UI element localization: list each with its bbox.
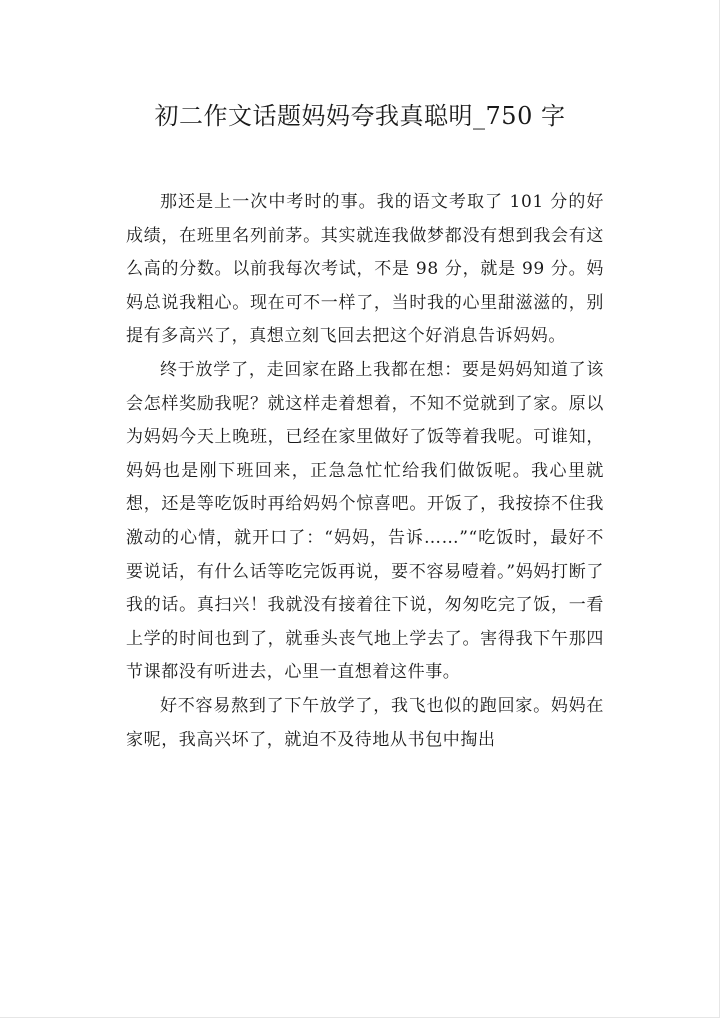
paragraph: 好不容易熬到了下午放学了，我飞也似的跑回家。妈妈在家呢，我高兴坏了，就迫不及待地从书包中掏出 bbox=[126, 695, 604, 750]
paragraph: 那还是上一次中考时的事。我的语文考取了 101 分的好成绩，在班里名列前茅。其实就连我做梦都没有想到我会有这么高的分数。以前我每次考试，不是 98 分，就是 99 分。妈妈总说我粗心。现在可不一样了，当时我的心里甜滋滋的，别提有多高兴了，真想立刻飞回去把这个好消息告诉妈妈。 bbox=[126, 192, 604, 347]
paragraph: 终于放学了，走回家在路上我都在想：要是妈妈知道了该会怎样奖励我呢？就这样走着想着，不知不觉就到了家。原以为妈妈今天上晚班，已经在家里做好了饭等着我呢。可谁知，妈妈也是刚下班回来，正急急忙忙给我们做饭呢。我心里就想，还是等吃饭时再给妈妈个惊喜吧。开饭了，我按捺不住我激动的心情，就开口了：“妈妈，告诉……”“吃饭时，最好不要说话，有什么话等吃完饭再说，要不容易噎着。”妈妈打断了我的话。真扫兴！我就没有接着往下说，匆匆吃完了饭，一看上学的时间也到了，就垂头丧气地上学去了。害得我下午那四节课都没有听进去，心里一直想着这件事。 bbox=[126, 359, 604, 683]
document-title: 初二作文话题妈妈夸我真聪明_750 字 bbox=[154, 102, 566, 130]
document-body bbox=[126, 186, 604, 757]
